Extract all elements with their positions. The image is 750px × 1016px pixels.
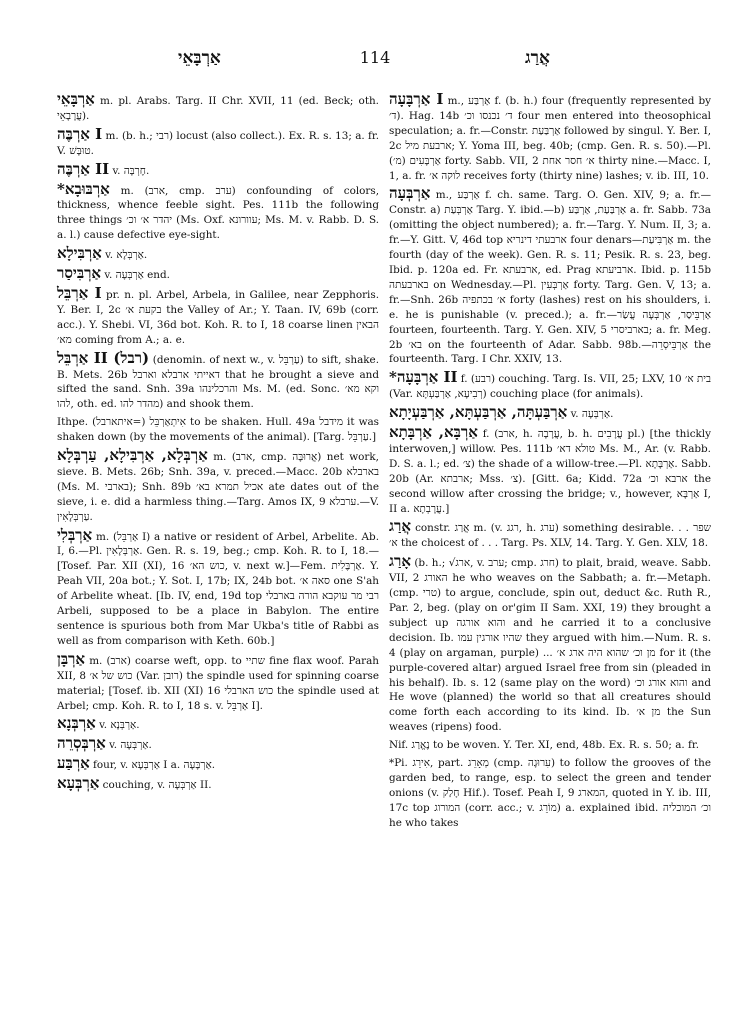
entry-text: pr. n. pl. Arbel, Arbela, in Galilee, near Zepphoris. Y. Ber. I, 2c בקעת א׳ the Valley of Ar.; Y. Taan. IV, 69b (corr. acc.). Y. Shebi. VI, 36d bot. Koh. R. to I, 18 coarse linen הבאין מא׳ coming from A.; a. e. — [57, 288, 379, 346]
dictionary-entry — [57, 179, 380, 244]
entry-headword: אַרְבֶּה II — [57, 159, 110, 178]
dictionary-entry — [389, 405, 711, 422]
entry-headword: אַרְבֵּל I — [57, 283, 102, 302]
entry-text: Nif. נֶאֱרַג to be woven. Y. Ter. XI, end, 48b. Ex. R. s. 50; a. fr. — [389, 739, 699, 752]
entry-text: v. אַרְבְּלָא. — [105, 249, 148, 262]
entry-headword: אַרְבְּסְרֵה — [57, 734, 106, 753]
header-right-guide-word: אֲרַג — [525, 48, 550, 68]
left-column — [57, 92, 379, 796]
entry-text: m., אַרְבַּע f. ch. same. Targ. O. Gen. XIV, 9; a. fr.— Constr. a) אַרְבְּעַת Targ. Y. ibid.—b) אַרְבַּעַת, אַרְבַּע a. fr. Sabb. 73a (omitting the object numbered); a. fr.—Targ. Y. Num. II, 3; a. fr.—Y. Gitt. V, 46d top ארבעתי דינריא four denars—אַרְבִּיעַת m. the fourth (day of the week). Gen. R. s. 11; Pesik. R. s. 23, beg. Ibid. p. 120a ed. Fr. ארבעתא, ed. Prag ארביעתא. Ibid. p. 115b בארבעתה on Wednesday.—Pl. אַרְבְּעִין forty. Targ. Gen. V, 13; a. fr.—Snh. 26b א׳ בכתפיה forty (lashes) rest on his shoulders, i. e. he is punishable (v. preced.); a. fr.—אַרְבֵּיסַר, אַרְבְּעָה עֲשַׂר fourteen, fourteenth. Targ. Y. Gen. XIV, 5 בארביסרי; a. fr. Meg. 2b בא׳ on the fourteenth of Adar. Sabb. 98b.—אַרְבֵּיסְרֵה the fourteenth. Targ. I Chr. XXIV, 13. — [389, 189, 712, 366]
entry-text: m. (ארב, cmp. אֲרוּבָּה) net work, sieve. B. Mets. 26b; Snh. 39a, v. preced.—Macc. 20b בארבלא (Ms. M. בארבי); Snh. 89b אכיל תמרא בא׳ ate dates out of the sieve, i. e. did a harmless thing.—Targ. Amos IX, 9 ערבלא.—V. עַרְבְּלָאִין. — [57, 451, 379, 523]
entry-text: (b. h.; √ארג, v. ערב; cmp. חרג) to plait, braid, weave. Sabb. VII, 2 האורג he who weaves on the Sabbath; a. fr.—Metaph. (cmp. טרי) to argue, conclude, spin out, deduct &c. Ruth R., Par. 2, beg. (play on or'gim II Sam. XXI, 19) they brought a subject up והוא אורגה and he carried it to a conclusive decision. Ib. שהיו אורגין עמו they argued with him.—Num. R. s. 4 (play on argaman, purple) ... מן וכ׳ שהוא היה ארג א׳ for it (the purple-covered altar) argued Israel free from sin (pleaded in his behalf). Ib. s. 12 (same play on the word) והוא אורג וכ׳ and He wove (planned) the world so that all creatures should come forth each according to its kind. Ib. מן א׳ the Sun weaves (ripens) food. — [389, 557, 712, 734]
entry-headword: אֲרַג — [389, 517, 411, 536]
entry-text: *Pi. אִירֵג, part. מְאָרֵג (cmp. עִרוּגָה) to follow the grooves of the garden bed, to range, esp. to select the green and tender onions (v. חָלַק Hif.). Tosef. Peah I, 9 המארג, quoted in Y. ib. III, 17c top המורוג (corr. acc.; v. מוֹרֵג) a. explained ibid. וכ׳ המוכליה he who takes — [389, 757, 712, 829]
entry-headword: אַרְבְּעָה — [389, 184, 431, 203]
entry-text: v. אַרְבְּנָא. — [99, 719, 140, 732]
dictionary-entry — [57, 159, 379, 179]
entry-headword: אָרַג — [389, 552, 411, 571]
dictionary-entry — [57, 736, 379, 753]
entry-text: v. אַרְבְּעָה. — [570, 408, 614, 421]
entry-headword: אַרְבֶּה I — [57, 124, 103, 143]
entry-text: v. חֶרְבָּה. — [112, 164, 150, 177]
entry-text: m. (אַרְבֵּל I) a native or resident of Arbel, Arbelite. Ab. I, 6.—Pl. אַרְבְּלָאִין. Gen. R. s. 19, beg.; cmp. Koh. R. to I, 18.—[Tosef. Par. XII (XI), 16 כוש הא׳, v. next w.]—Fem. אַרְבֶּלִית. Y. Peah VII, 20a bot.; Y. Sot. I, 17b; IX, 24b bot. סאה א׳ one S'ah of Arbelite wheat. [Ib. IV, end, 19d top רבי מר עוקבא הורה בארבלי Arbeli, supposed to be a place in Babylon. The entire sentence is spurious both from Mar Ukba's title of Rabbi as well as from comparison with Keth. 60b.] — [57, 530, 380, 647]
dictionary-entry — [389, 554, 711, 735]
page-number: 114 — [359, 48, 391, 67]
entry-text: m. pl. Arabs. Targ. II Chr. XVII, 11 (ed. Beck; oth. עֲרָבָאֵי). — [57, 95, 379, 122]
dictionary-entry — [389, 738, 711, 753]
entry-headword: אַרְבָּאֵי — [57, 90, 95, 108]
entry-text: v. אַרְבְּעָה end. — [104, 269, 170, 282]
dictionary-entry — [57, 448, 379, 525]
dictionary-entry — [57, 776, 379, 793]
entry-headword: אַרְבֵּל II (רבל) — [57, 348, 150, 367]
header-left-guide-word: אַרְבָּאֵי — [178, 48, 221, 68]
entry-headword: *אַרְבָּעָה II — [389, 368, 458, 387]
entry-headword: אַרְבְּעָא — [57, 774, 100, 793]
entry-headword: אַרְבַּעְתָּה, אַרְבַּעְתָּא, אַרְבַּעְיָתָא — [389, 403, 568, 422]
entry-headword: אַרְבִּיסַר — [57, 264, 102, 283]
entry-headword: אַרְבָּן — [57, 649, 86, 668]
entry-headword: אַרְבְּנָא — [57, 714, 96, 733]
entry-headword: אַרְבְּלִי — [57, 525, 93, 544]
dictionary-entry — [389, 756, 711, 831]
entry-text: m. (ארב, cmp. ערב) confounding of colors, thickness, whence feeble sight. Pes. 111b the following three things יהדר א׳ וכ׳ (Ms. Oxf. עוורונא; Ms. M. v. Rabb. D. S. a. l.) cause defective eye-sight. — [57, 184, 380, 242]
dictionary-entry — [57, 415, 379, 445]
dictionary-entry — [57, 348, 380, 413]
dictionary-entry — [57, 649, 380, 714]
page-header — [0, 48, 750, 72]
dictionary-entry — [389, 370, 711, 402]
entry-text: v. אַרְבְּעָה. — [109, 739, 152, 752]
dictionary-entry — [57, 716, 379, 733]
dictionary-entry — [57, 124, 380, 159]
dictionary-entry — [57, 525, 380, 649]
right-column — [389, 92, 711, 834]
entry-text: four, v. אַרְבְּעָא I a. אַרְבָּעָה. — [93, 759, 216, 772]
entry-text: constr. אֲרַג m. (v. רגג, h. ערג) something desirable. . . שפר א׳ the choicest of . . . Targ. Ps. XLV, 14. Targ. Y. Gen. XLV, 18. — [389, 522, 711, 550]
entry-headword: *אַרְבּוּבָא — [57, 179, 110, 198]
entry-text: f. (ארב, h. עֲרָבָה, b. h. עֲרָבִים pl.) [the thickly interwoven,] willow. Pes. 111b טולא דא׳ Ms. M., Ar. (v. Rabb. D. S. a. l.; ed. צ׳) the shade of a willow-tree.—Pl. אַרְבָּתָא. Sabb. 20b (Ar. ארבתא; Mss. צ׳). [Gitt. 6a; Kidd. 72a ארבא וכ׳ the second willow after crossing the bridge; v., however, אַרְבָּא I, II a. עֲרָבְתָא.] — [389, 428, 712, 515]
entry-text: couching, v. אַרְבְּעָה II. — [102, 779, 212, 792]
entry-headword: אַרְבְּלָא, אַרְבִּילָא, עַרְבְּלָא — [57, 446, 208, 465]
dictionary-entry — [57, 92, 379, 124]
dictionary-entry — [57, 266, 379, 283]
entry-text: m. (ארב) coarse weft, opp. to שתיי fine flax woof. Parah XII, 8 כוש של א׳ (Var. רובן) the spindle used for spinning coarse material; [Tosef. ib. XII (XI) 16 כוש הארבלי the spindle used at Arbel; cmp. Koh. R. to I, 18 s. v. אַרְבֵּל I]. — [57, 654, 380, 712]
dictionary-entry — [57, 283, 379, 348]
dictionary-entry — [389, 92, 711, 183]
dictionary-entry — [57, 756, 379, 773]
entry-headword: אַרְבִּילָא — [57, 244, 102, 263]
dictionary-entry — [57, 246, 379, 263]
entry-text: f. (רבע) couching. Targ. Is. VII, 25; LXV, 10 בית א׳ (Var. רְבִיעָא, אַרְבַּעְתָּא) couching place (for animals). — [389, 373, 711, 401]
entry-text: m. (b. h.; רבי) locust (also collect.). Ex. R. s. 13; a. fr. V. טוּבָּשׁ. — [57, 129, 380, 157]
entry-headword: אַרְבַּע — [57, 754, 90, 773]
entry-text: Ithpe. אִיתְאַרְבֵּל (=איתארבל) to be shaken. Hull. 49a מידבל it was shaken down (by the movements of the animal). [Targ. עַרְבֵּל.] — [57, 416, 379, 444]
entry-headword: אַרְבָּעָה I — [389, 90, 444, 108]
entry-text: m., אַרְבַּע f. (b. h.) four (frequently represented by ד׳). Hag. 14b ד׳ נכנסו וכ׳ four men entered into theosophical speculation; a. fr.—Constr. אַרְבַּעַת followed by singul. Y. Ber. I, 2c ארבעת מיל; Y. Yoma III, beg. 40b; (cmp. Gen. R. s. 50).—Pl. אַרְבָּעִים (מ׳) forty. Sabb. VII, 2 א׳ חסר אחת thirty nine.—Macc. I, 1, a. fr. לוקה א׳ receives forty (thirty nine) lashes; v. ib. III, 10. — [389, 95, 712, 182]
dictionary-entry — [389, 186, 711, 367]
dictionary-entry — [389, 425, 711, 516]
dictionary-entry — [389, 519, 711, 551]
entry-headword: אַרְבָּא, אַרְבָּתָא — [389, 423, 478, 442]
entry-text: (denomin. of next w., v. עַרְבֵּל) to sift, shake. B. Mets. 26b דאייתי ארבלא וארבל that he brought a sieve and sifted the sand. Snh. 39a והרכלינהו Ms. M. (ed. Sonc. וקא מא׳ להו, oth. ed. מהדר להו) and shook them. — [57, 353, 380, 411]
